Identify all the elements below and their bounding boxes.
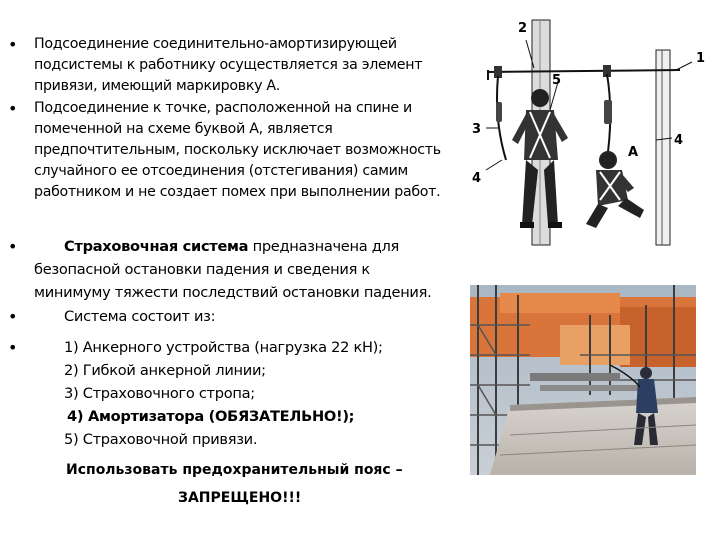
diagram-label: 5 xyxy=(552,73,562,88)
bullet-attachment-point: • Подсоединение соединительно-амортизирующей подсистемы к работнику осуществляется за элемент привязи, имеющий маркировку А. xyxy=(34,34,464,97)
bullet-back-point: • Подсоединение к точке, расположенной на спине и помеченной на схеме буквой А, является предпочтительным, поскольку исключает возможность случайного ее отсоединения (отстегивания) самим работником и не создает помех при выполнении работ. xyxy=(34,98,466,203)
diagram-label: 4 xyxy=(472,171,482,186)
component-item: 3) Страховочного стропа; xyxy=(64,385,255,402)
bullet-safety-system: • Страховочная система предназначена для безопасной остановки падения и сведения к минимуму тяжести последствий остановки падения. xyxy=(34,235,466,304)
component-item: 5) Страховочной привязи. xyxy=(64,431,258,448)
diagram-label: 2 xyxy=(518,21,528,36)
construction-photo xyxy=(470,285,696,475)
warning-line-1: Использовать предохранительный пояс – xyxy=(66,462,403,478)
component-item: • 1) Анкерного устройства (нагрузка 22 кН); xyxy=(64,339,383,356)
diagram-label: 3 xyxy=(472,122,482,137)
component-item-mandatory: 4) Амортизатора (ОБЯЗАТЕЛЬНО!); xyxy=(67,408,355,425)
warning-line-2: ЗАПРЕЩЕНО!!! xyxy=(178,490,302,506)
bullet-components-list xyxy=(34,336,454,451)
diagram-label: 4 xyxy=(674,133,684,148)
component-item: 2) Гибкой анкерной линии; xyxy=(64,362,266,379)
safety-system-term: Страховочная система xyxy=(64,238,249,255)
diagram-label: 1 xyxy=(696,51,706,66)
harness-diagram xyxy=(468,10,716,250)
diagram-label: A xyxy=(628,145,639,160)
composition-heading: • Система состоит из: xyxy=(64,308,216,325)
bullet-system-composition xyxy=(34,306,454,327)
